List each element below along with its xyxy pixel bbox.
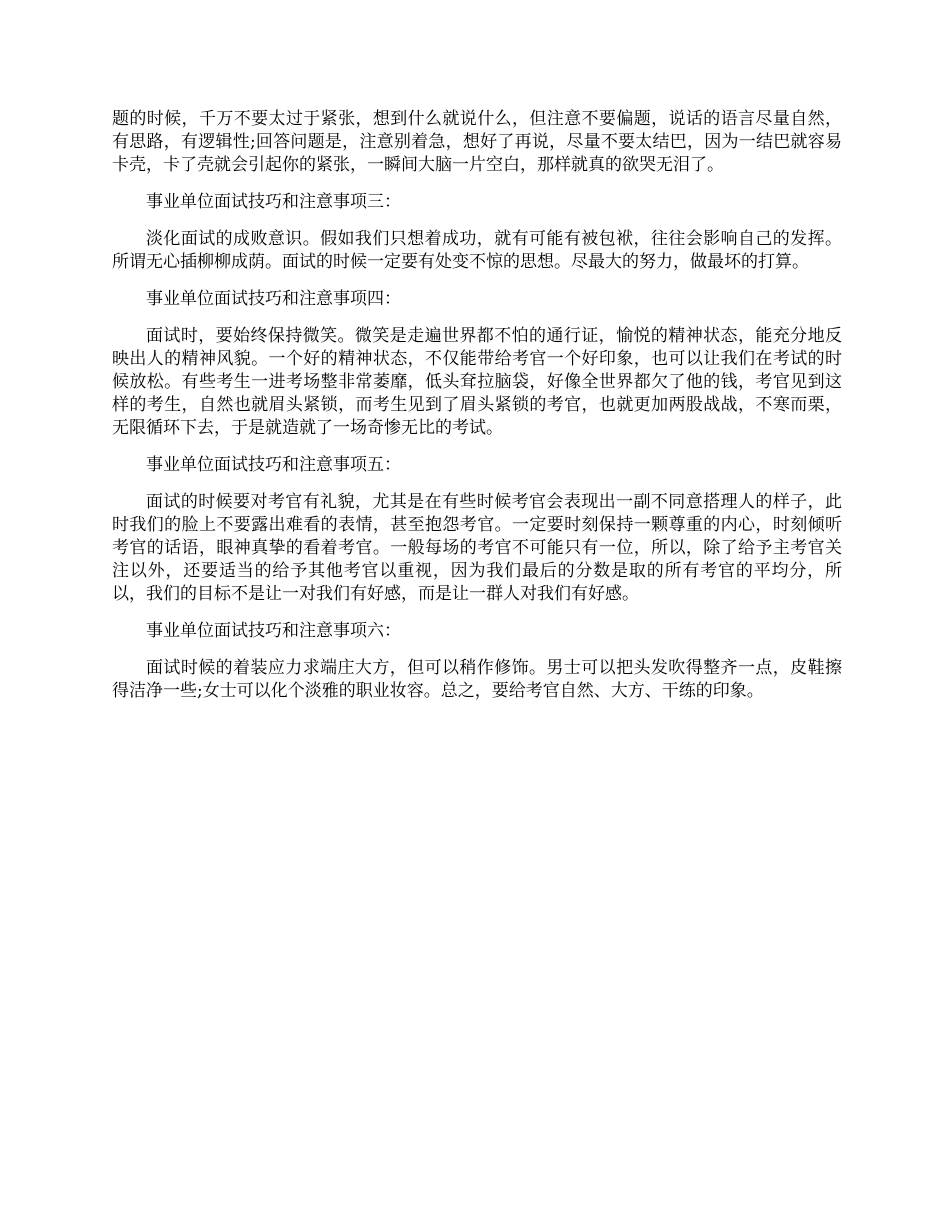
- paragraph-section-three: 淡化面试的成败意识。假如我们只想着成功，就有可能有被包袱，往往会影响自己的发挥。所谓无心插柳柳成荫。面试的时候一定要有处变不惊的思想。尽最大的努力，做最坏的打算。: [112, 229, 842, 272]
- section-heading-three: 事业单位面试技巧和注意事项三：: [146, 192, 401, 212]
- document-page: [112, 108, 842, 717]
- paragraph-section-six: 面试时候的着装应力求端庄大方，但可以稍作修饰。男士可以把头发吹得整齐一点，皮鞋擦得洁净一些;女士可以化个淡雅的职业妆容。总之，要给考官自然、大方、干练的印象。: [112, 658, 842, 701]
- paragraph-section-four: 面试时，要始终保持微笑。微笑是走遍世界都不怕的通行证，愉悦的精神状态，能充分地反映出人的精神风貌。一个好的精神状态，不仅能带给考官一个好印象，也可以让我们在考试的时候放松。有些考生一进考场整非常萎靡，低头耷拉脑袋，好像全世界都欠了他的钱，考官见到这样的考生，自然也就眉头紧锁，而考生见到了眉头紧锁的考官，也就更加两股战战，不寒而栗，无限循环下去，于是就造就了一场奇惨无比的考试。: [112, 326, 842, 438]
- section-heading-six: 事业单位面试技巧和注意事项六：: [146, 621, 401, 641]
- section-heading-four: 事业单位面试技巧和注意事项四：: [146, 289, 401, 309]
- section-heading-five: 事业单位面试技巧和注意事项五：: [146, 455, 401, 475]
- paragraph-intro-continuation: 题的时候，千万不要太过于紧张，想到什么就说什么，但注意不要偏题，说话的语言尽量自然，有思路，有逻辑性;回答问题是，注意别着急，想好了再说，尽量不要太结巴，因为一结巴就容易卡壳，卡了壳就会引起你的紧张，一瞬间大脑一片空白，那样就真的欲哭无泪了。: [112, 109, 842, 175]
- paragraph-section-five: 面试的时候要对考官有礼貌，尤其是在有些时候考官会表现出一副不同意搭理人的样子，此时我们的脸上不要露出难看的表情，甚至抱怨考官。一定要时刻保持一颗尊重的内心，时刻倾听考官的话语，眼神真挚的看着考官。一般每场的考官不可能只有一位，所以，除了给予主考官关注以外，还要适当的给予其他考官以重视，因为我们最后的分数是取的所有考官的平均分，所以，我们的目标不是让一对我们有好感，而是让一群人对我们有好感。: [112, 492, 842, 604]
